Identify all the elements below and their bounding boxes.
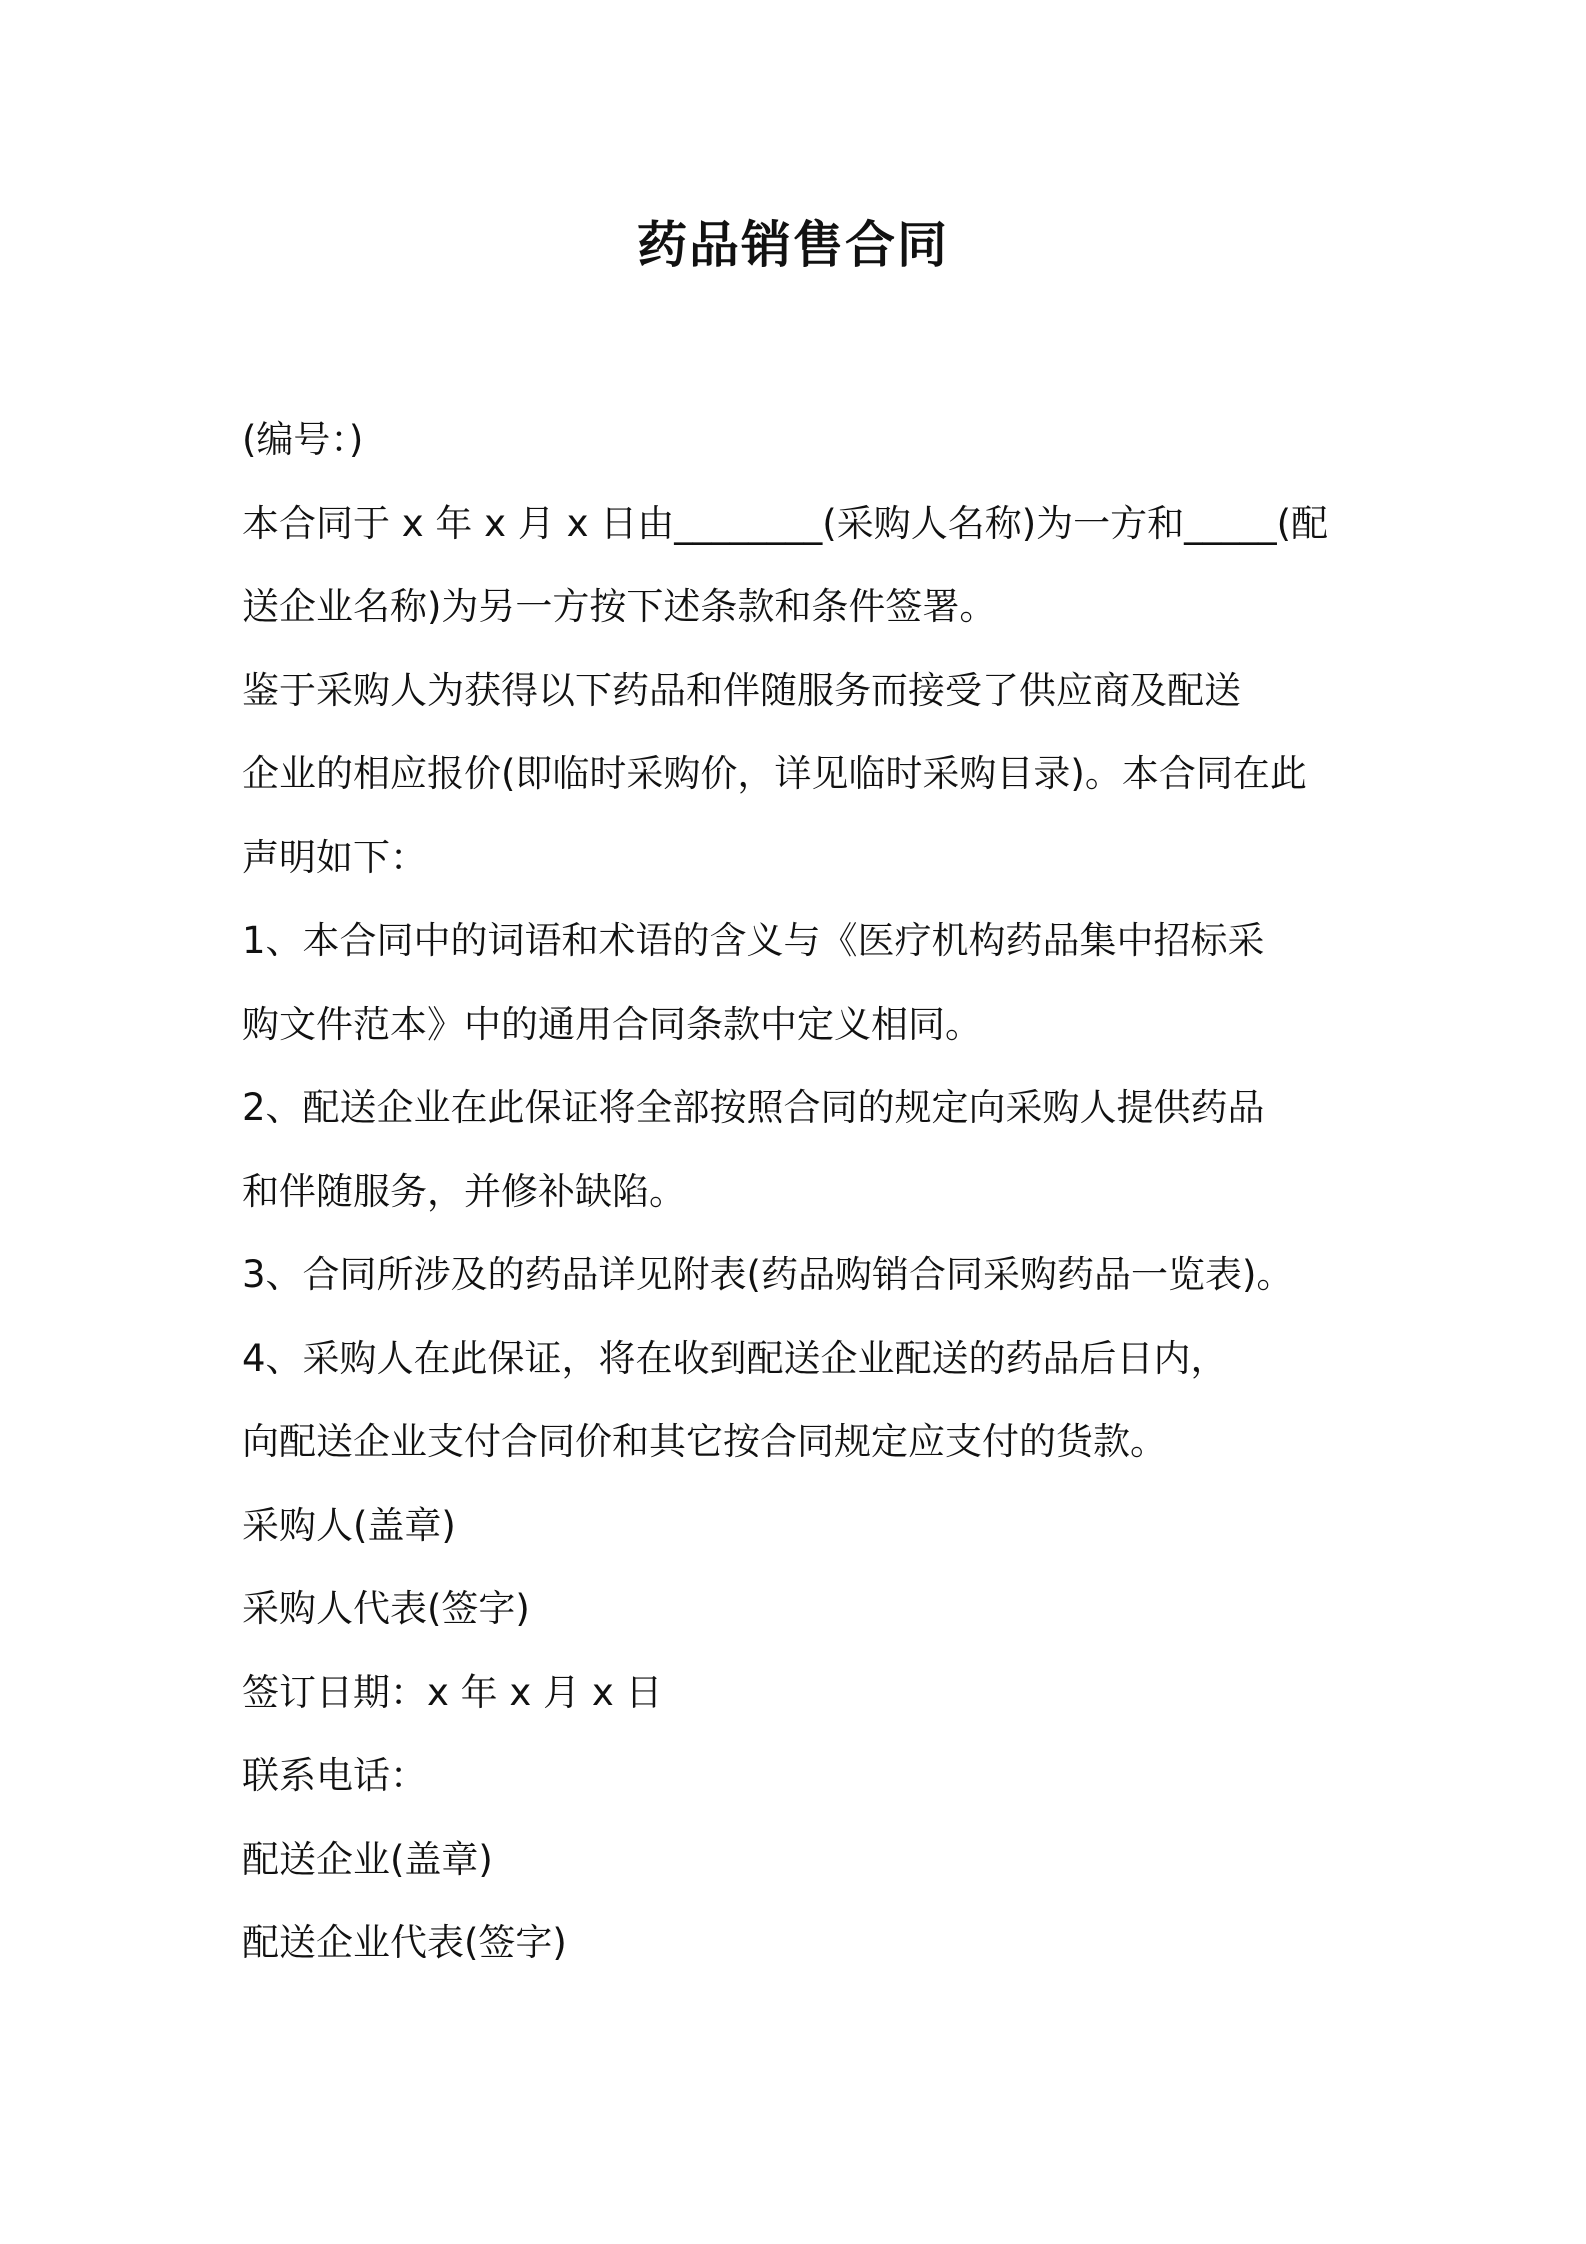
signing-date-line: 签订日期：x 年 x 月 x 日 bbox=[242, 1670, 663, 1714]
recital-line: 企业的相应报价(即临时采购价，详见临时采购目录)。本合同在此 bbox=[242, 752, 1307, 795]
clause-4-line: 向配送企业支付合同价和其它按合同规定应支付的货款。 bbox=[242, 1420, 1167, 1463]
recital-line: 鉴于采购人为获得以下药品和伴随服务而接受了供应商及配送 bbox=[242, 668, 1241, 712]
preamble-line: 送企业名称)为另一方按下述条款和条件签署。 bbox=[242, 585, 997, 628]
recital-line: 声明如下： bbox=[242, 835, 427, 879]
clause-2-line: 2、配送企业在此保证将全部按照合同的规定向采购人提供药品 bbox=[242, 1086, 1265, 1129]
purchaser-representative-line: 采购人代表(签字) bbox=[242, 1587, 530, 1630]
distributor-seal-line: 配送企业(盖章) bbox=[242, 1837, 493, 1881]
purchaser-seal-line: 采购人(盖章) bbox=[242, 1503, 456, 1547]
clause-1-line: 1、本合同中的词语和术语的含义与《医疗机构药品集中招标采 bbox=[242, 919, 1265, 962]
preamble-line: 本合同于 x 年 x 月 x 日由________(采购人名称)为一方和_____(配 bbox=[242, 501, 1329, 545]
clause-3-line: 3、合同所涉及的药品详见附表(药品购销合同采购药品一览表)。 bbox=[242, 1253, 1294, 1296]
contact-phone-line: 联系电话： bbox=[242, 1754, 427, 1797]
contract-number-line: (编号：) bbox=[242, 418, 364, 461]
clause-2-line: 和伴随服务，并修补缺陷。 bbox=[242, 1169, 686, 1213]
distributor-representative-line: 配送企业代表(签字) bbox=[242, 1921, 567, 1964]
document-body bbox=[242, 398, 1372, 1985]
document-title: 药品销售合同 bbox=[637, 216, 949, 274]
clause-1-line: 购文件范本》中的通用合同条款中定义相同。 bbox=[242, 1002, 982, 1046]
clause-4-line: 4、采购人在此保证，将在收到配送企业配送的药品后日内， bbox=[242, 1336, 1228, 1380]
